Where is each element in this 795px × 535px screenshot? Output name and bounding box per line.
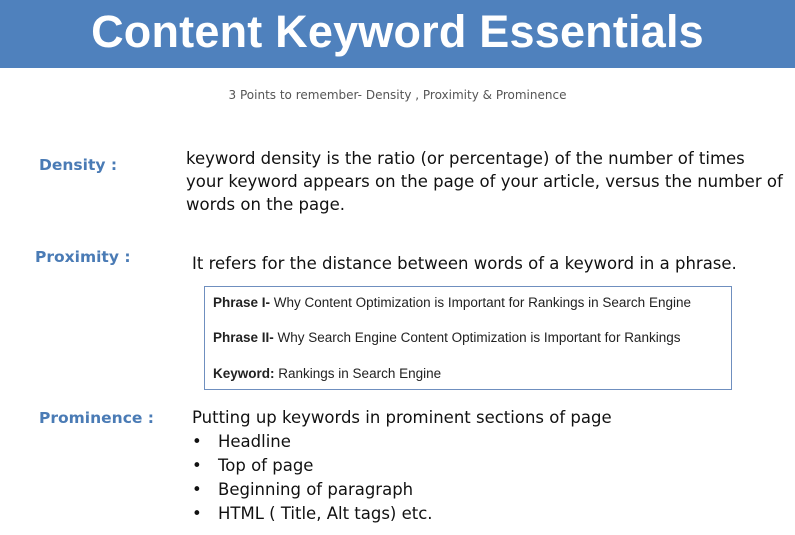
bullet-icon: • bbox=[192, 432, 202, 451]
title-banner bbox=[0, 0, 795, 68]
phrase-2-text: Why Search Engine Content Optimization is Important for Rankings bbox=[273, 330, 681, 345]
keyword-label: Keyword: bbox=[213, 366, 275, 381]
subtitle: 3 Points to remember- Density , Proximity & Prominence bbox=[228, 88, 567, 102]
list-item-text: Top of page bbox=[218, 456, 314, 475]
keyword-text: Rankings in Search Engine bbox=[274, 366, 442, 381]
bullet-icon: • bbox=[192, 480, 202, 499]
phrase-1-label: Phrase I- bbox=[213, 295, 271, 310]
prominence-label: Prominence : bbox=[39, 409, 154, 427]
list-item bbox=[192, 430, 433, 454]
phrase-2 bbox=[213, 330, 680, 345]
prominence-list bbox=[192, 430, 433, 526]
density-text: keyword density is the ratio (or percentage) of the number of times your keyword appears on the page of your article, versus the number of words on the page. bbox=[186, 149, 783, 214]
list-item bbox=[192, 478, 433, 502]
phrase-1 bbox=[213, 295, 691, 310]
page-title: Content Keyword Essentials bbox=[91, 6, 704, 57]
proximity-label: Proximity : bbox=[35, 248, 131, 266]
phrase-1-text: Why Content Optimization is Important for Rankings in Search Engine bbox=[270, 295, 691, 310]
bullet-icon: • bbox=[192, 504, 202, 523]
proximity-text: It refers for the distance between words of a keyword in a phrase. bbox=[192, 254, 737, 273]
list-item-text: HTML ( Title, Alt tags) etc. bbox=[218, 504, 433, 523]
list-item-text: Headline bbox=[218, 432, 291, 451]
prominence-text: Putting up keywords in prominent sections of page bbox=[192, 408, 612, 427]
keyword-line bbox=[213, 366, 441, 381]
density-label: Density : bbox=[39, 156, 118, 174]
list-item-text: Beginning of paragraph bbox=[218, 480, 414, 499]
bullet-icon: • bbox=[192, 456, 202, 475]
list-item bbox=[192, 454, 433, 478]
phrase-example-box bbox=[204, 286, 732, 390]
list-item bbox=[192, 502, 433, 526]
phrase-2-label: Phrase II- bbox=[213, 330, 274, 345]
